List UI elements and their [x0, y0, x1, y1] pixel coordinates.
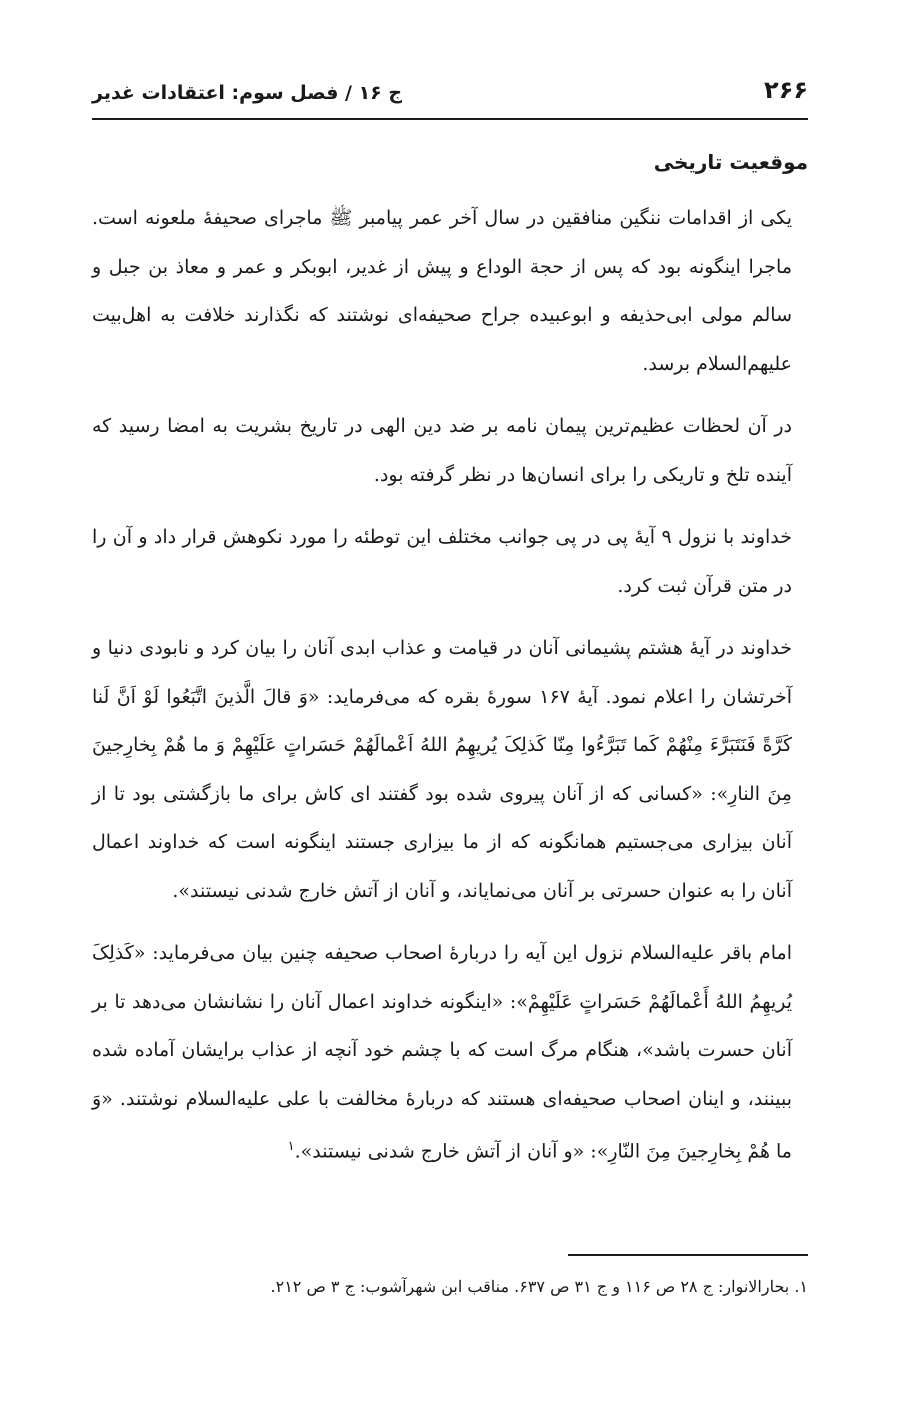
footnote-marker[interactable]: ۱: [287, 1139, 295, 1154]
footnote: ۱. بحارالانوار: ج ۲۸ ص ۱۱۶ و ج ۳۱ ص ۶۳۷. مناقب ابن شهرآشوب: ج ۳ ص ۲۱۲.: [270, 1277, 808, 1296]
footnote-divider: [568, 1254, 808, 1256]
paragraph-4: خداوند در آیهٔ هشتم پشیمانی آنان در قیامت و عذاب ابدی آنان را بیان کرد و نابودی دنیا و آخرتشان را اعلام نمود. آیهٔ ۱۶۷ سورهٔ بقره که می‌فرماید: «وَ قالَ الَّذینَ اتَّبَعُوا لَوْ اَنَّ لَنا کَرَّةً فَنَتَبَرَّءَ مِنْهُمْ کَما تَبَرَّءُوا مِنّا کَذلِکَ یُریهِمُ اللهُ اَعْمالَهُمْ حَسَراتٍ عَلَیْهِمْ وَ ما هُمْ بِخارِجینَ مِنَ النارِ»: «کسانی که از آنان پیروی شده بود گفتند ای کاش برای ما بازگشتی بود تا از آنان بیزاری می‌جستیم همانگونه که از ما بیزاری جستند اینگونه است که خداوند اعمال آنان را به عنوان حسرتی بر آنان می‌نمایاند، و آنان از آتش خارج شدنی نیستند».: [92, 637, 792, 902]
page-header: [92, 70, 808, 120]
section-heading: موقعیت تاریخی: [653, 150, 808, 174]
paragraph-3: خداوند با نزول ۹ آیهٔ پی در پی جوانب مختلف این توطئه را مورد نکوهش قرار داد و آن را در متن قرآن ثبت کرد.: [92, 526, 792, 597]
paragraph-2: در آن لحظات عظیم‌ترین پیمان نامه بر ضد دین الهی در تاریخ بشریت به امضا رسید که آینده تلخ و تاریکی را برای انسان‌ها در نظر گرفته بود.: [92, 415, 792, 486]
paragraph-5-text: امام باقر علیه‌السلام نزول این آیه را دربارهٔ اصحاب صحیفه چنین بیان می‌فرماید: «کَذلِکَ یُریهِمُ اللهُ أَعْمالَهُمْ حَسَراتٍ عَلَیْهِمْ»: «اینگونه خداوند اعمال آنان را نشانشان می‌دهد تا بر آنان حسرت باشد»، هنگام مرگ است که با چشم خود آنچه از عذاب برایشان آماده شده ببینند، و اینان اصحاب صحیفه‌ای هستند که دربارهٔ مخالفت با علی علیه‌السلام نوشتند. «وَ ما هُمْ بِخارِجینَ مِنَ النّارِ»: «و آنان از آتش خارج شدنی نیستند».: [92, 942, 792, 1163]
paragraph-5: [92, 929, 808, 1176]
main-text: [92, 140, 808, 1190]
page-number: ۲۶۶: [764, 76, 808, 104]
running-title: ج ۱۶ / فصل سوم: اعتقادات غدیر: [92, 82, 403, 104]
paragraph-1: یکی از اقدامات ننگین منافقین در سال آخر عمر پیامبر ﷺ ماجرای صحیفهٔ ملعونه است. ماجرا اینگونه بود که پس از حجة الوداع و پیش از غدیر، ابوبکر و عمر و معاذ بن جبل و سالم مولی ابی‌حذیفه و ابوعبیده جراح صحیفه‌ای نوشتند که نگذارند خلافت به اهل‌بیت علیهم‌السلام برسد.: [92, 207, 792, 375]
